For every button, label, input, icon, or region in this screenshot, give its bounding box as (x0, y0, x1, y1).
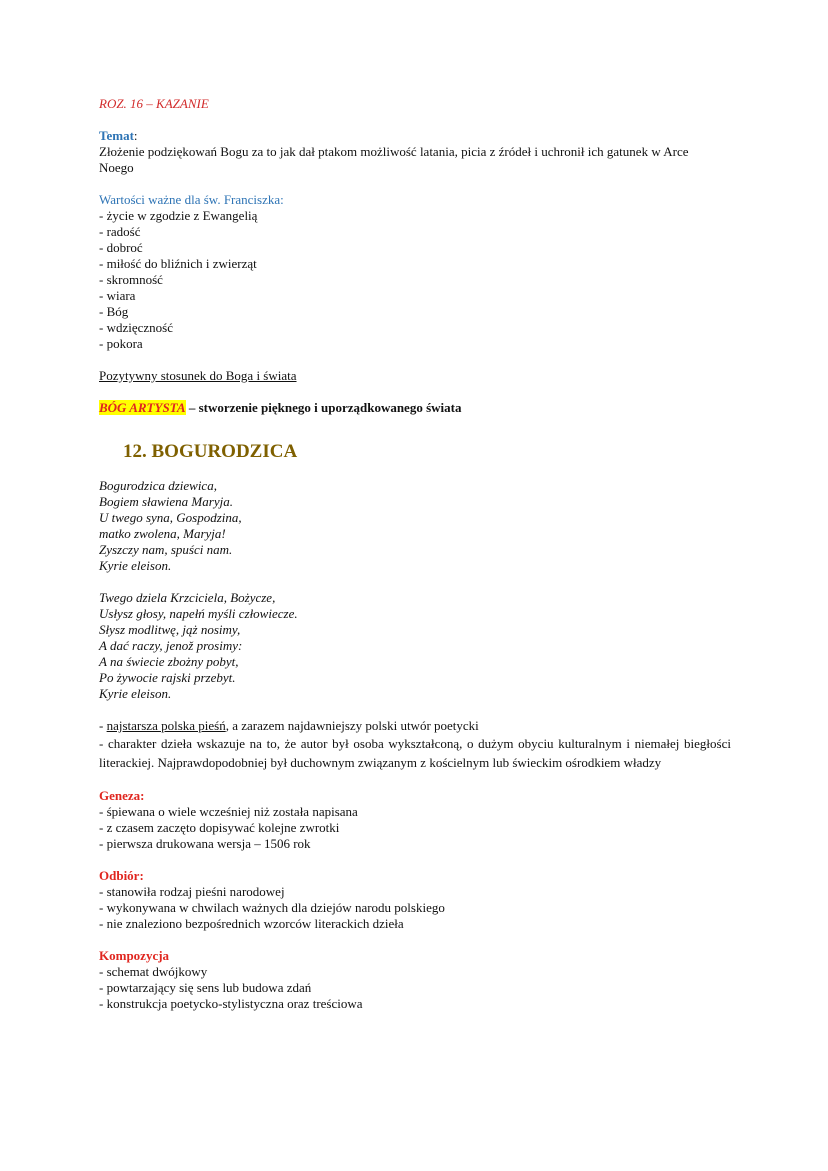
list-item: - miłość do bliźnich i zwierząt (99, 256, 257, 271)
poem-line: Po żywocie rajski przebyt. (99, 670, 236, 685)
artist-rest: – stworzenie pięknego i uporządkowanego świata (185, 400, 462, 415)
topic-colon: : (133, 128, 138, 143)
topic-heading (99, 128, 731, 144)
list-item: - skromność (99, 272, 163, 287)
list-item: - wiara (99, 288, 136, 303)
topic-text-line-2: Noego (99, 160, 134, 175)
list-item: - schemat dwójkowy (99, 964, 208, 979)
chapter-title: ROZ. 16 – KAZANIE (99, 96, 209, 111)
genesis-list (99, 804, 731, 852)
poem-line: Kyrie eleison. (99, 686, 172, 701)
poem-line: U twego syna, Gospodzina, (99, 510, 242, 525)
poem-line: A dać raczy, jenož prosimy: (99, 638, 243, 653)
note-underlined: najstarsza polska pieśń (106, 718, 226, 733)
list-item: - dobroć (99, 240, 143, 255)
poem-line: Usłysz głosy, napełń myśli człowiecze. (99, 606, 298, 621)
artist-line (99, 400, 731, 416)
list-item: - wykonywana w chwilach ważnych dla dziejów narodu polskiego (99, 900, 445, 915)
poem-line: Kyrie eleison. (99, 558, 172, 573)
note-prefix: - (99, 718, 107, 733)
topic-label: Temat (99, 128, 134, 143)
poem-line: Bogurodzica dziewica, (99, 478, 217, 493)
poem-line: Zyszczy nam, spuści nam. (99, 542, 233, 557)
attitude-line: Pozytywny stosunek do Boga i świata (99, 368, 297, 383)
list-item: - nie znaleziono bezpośrednich wzorców literackich dzieła (99, 916, 404, 931)
list-item: - pierwsza drukowana wersja – 1506 rok (99, 836, 311, 851)
poem-line: A na świecie zbożny pobyt, (99, 654, 239, 669)
list-item: - śpiewana o wiele wcześniej niż została napisana (99, 804, 358, 819)
poem-stanza-1 (99, 478, 731, 574)
list-item: - radość (99, 224, 141, 239)
poem-line: Bogiem sławiena Maryja. (99, 494, 233, 509)
genesis-heading: Geneza: (99, 788, 145, 803)
reception-list (99, 884, 731, 932)
list-item: - konstrukcja poetycko-stylistyczna oraz treściowa (99, 996, 363, 1011)
list-item: - pokora (99, 336, 143, 351)
list-item: - wdzięczność (99, 320, 173, 335)
poem-line: Twego dziela Krzciciela, Bożycze, (99, 590, 276, 605)
values-heading: Wartości ważne dla św. Franciszka: (99, 192, 284, 207)
list-item: - powtarzający się sens lub budowa zdań (99, 980, 312, 995)
reception-heading: Odbiór: (99, 868, 144, 883)
composition-list (99, 964, 731, 1012)
list-item: - Bóg (99, 304, 129, 319)
poem-stanza-2 (99, 590, 731, 702)
note-author-paragraph: - charakter dzieła wskazuje na to, że autor był osoba wykształconą, o dużym obyciu kulturalnym i niemałej biegłości literackiej. Najprawdopodobniej był duchownym związanym z kościelnym lub świeckim ośrodkiem władzy (99, 736, 731, 770)
topic-text-line-1: Złożenie podziękowań Bogu za to jak dał ptakom możliwość latania, picia z źródeł i uchronił ich gatunek w Arce (99, 144, 689, 159)
list-item: - stanowiła rodzaj pieśni narodowej (99, 884, 285, 899)
document-page (99, 96, 731, 1012)
poem-line: matko zwolena, Maryja! (99, 526, 226, 541)
note-oldest-song (99, 718, 731, 734)
note-rest: , a zarazem najdawniejszy polski utwór poetycki (225, 718, 479, 733)
artist-highlight: BÓG ARTYSTA (99, 400, 186, 415)
section-title: 12. BOGURODZICA (123, 441, 298, 462)
poem-line: Słysz modlitwę, jąż nosimy, (99, 622, 241, 637)
list-item: - z czasem zaczęto dopisywać kolejne zwrotki (99, 820, 340, 835)
composition-heading: Kompozycja (99, 948, 170, 963)
values-list (99, 208, 731, 352)
list-item: - życie w zgodzie z Ewangelią (99, 208, 258, 223)
